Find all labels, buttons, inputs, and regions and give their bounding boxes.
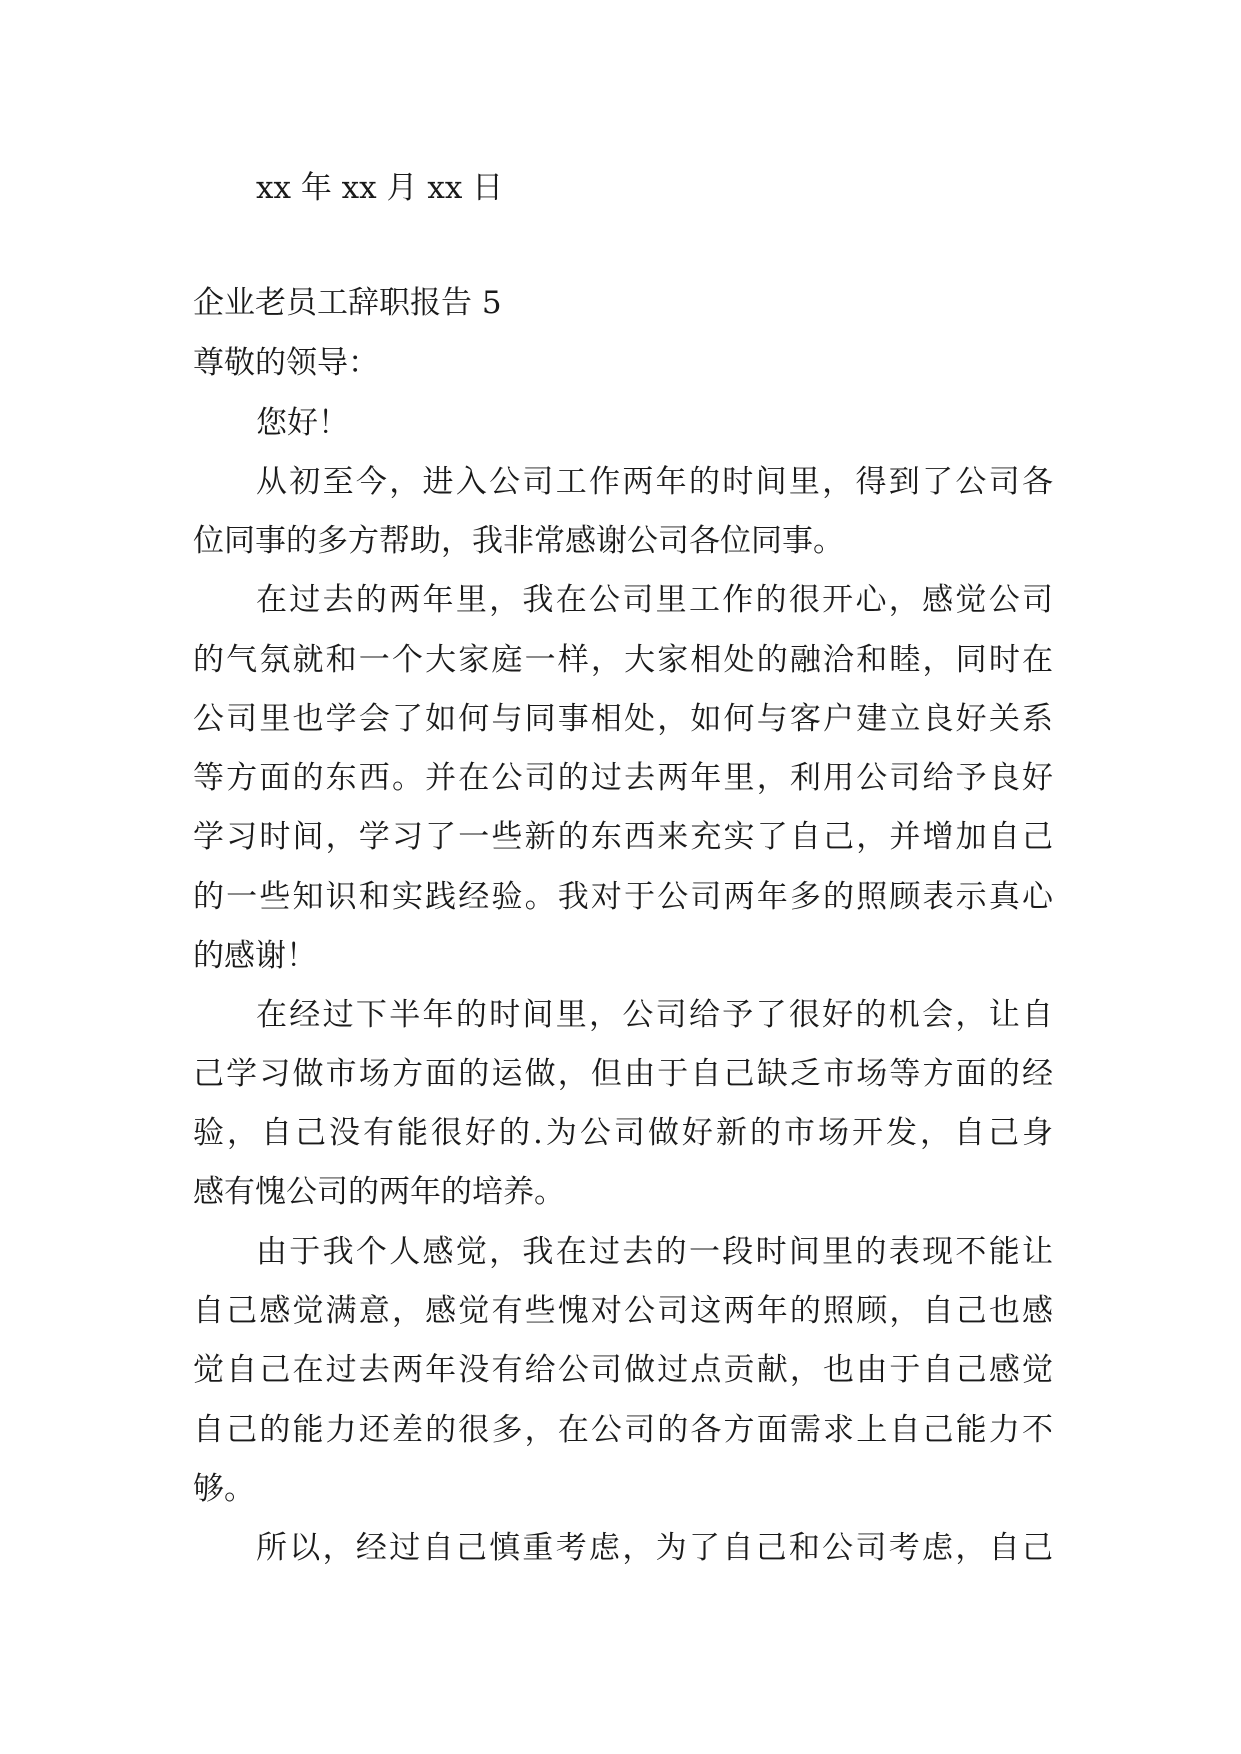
body-line: 位同事的多方帮助，我非常感谢公司各位同事。 (193, 523, 844, 559)
body-line: 等方面的东西。并在公司的过去两年里，利用公司给予良好 (193, 760, 1053, 796)
body-line: 自己的能力还差的很多，在公司的各方面需求上自己能力不 (193, 1412, 1053, 1448)
body-line: 的气氛就和一个大家庭一样，大家相处的融洽和睦，同时在 (193, 642, 1053, 678)
body-line: 在过去的两年里，我在公司里工作的很开心，感觉公司 (256, 582, 1053, 618)
body-line: 公司里也学会了如何与同事相处，如何与客户建立良好关系 (193, 701, 1053, 737)
body-line: 觉自己在过去两年没有给公司做过点贡献，也由于自己感觉 (193, 1352, 1053, 1388)
body-line: 自己感觉满意，感觉有些愧对公司这两年的照顾，自己也感 (193, 1293, 1053, 1329)
body-line: 验，自己没有能很好的.为公司做好新的市场开发，自己身 (193, 1115, 1053, 1151)
body-line: 从初至今，进入公司工作两年的时间里，得到了公司各 (256, 464, 1053, 500)
body-line: 所以，经过自己慎重考虑，为了自己和公司考虑，自己 (256, 1530, 1053, 1566)
body-line: 由于我个人感觉，我在过去的一段时间里的表现不能让 (256, 1234, 1053, 1270)
body-line: 在经过下半年的时间里，公司给予了很好的机会，让自 (256, 997, 1053, 1033)
salutation: 尊敬的领导： (193, 345, 379, 381)
date-line: xx 年 xx 月 xx 日 (256, 170, 504, 206)
body-line: 的感谢！ (193, 938, 317, 974)
body-line: 够。 (193, 1471, 255, 1507)
greeting: 您好！ (256, 405, 349, 441)
document-title: 企业老员工辞职报告 5 (193, 285, 502, 321)
body-line: 学习时间，学习了一些新的东西来充实了自己，并增加自己 (193, 819, 1053, 855)
body-line: 的一些知识和实践经验。我对于公司两年多的照顾表示真心 (193, 879, 1053, 915)
body-line: 感有愧公司的两年的培养。 (193, 1174, 565, 1210)
body-line: 己学习做市场方面的运做，但由于自己缺乏市场等方面的经 (193, 1056, 1053, 1092)
